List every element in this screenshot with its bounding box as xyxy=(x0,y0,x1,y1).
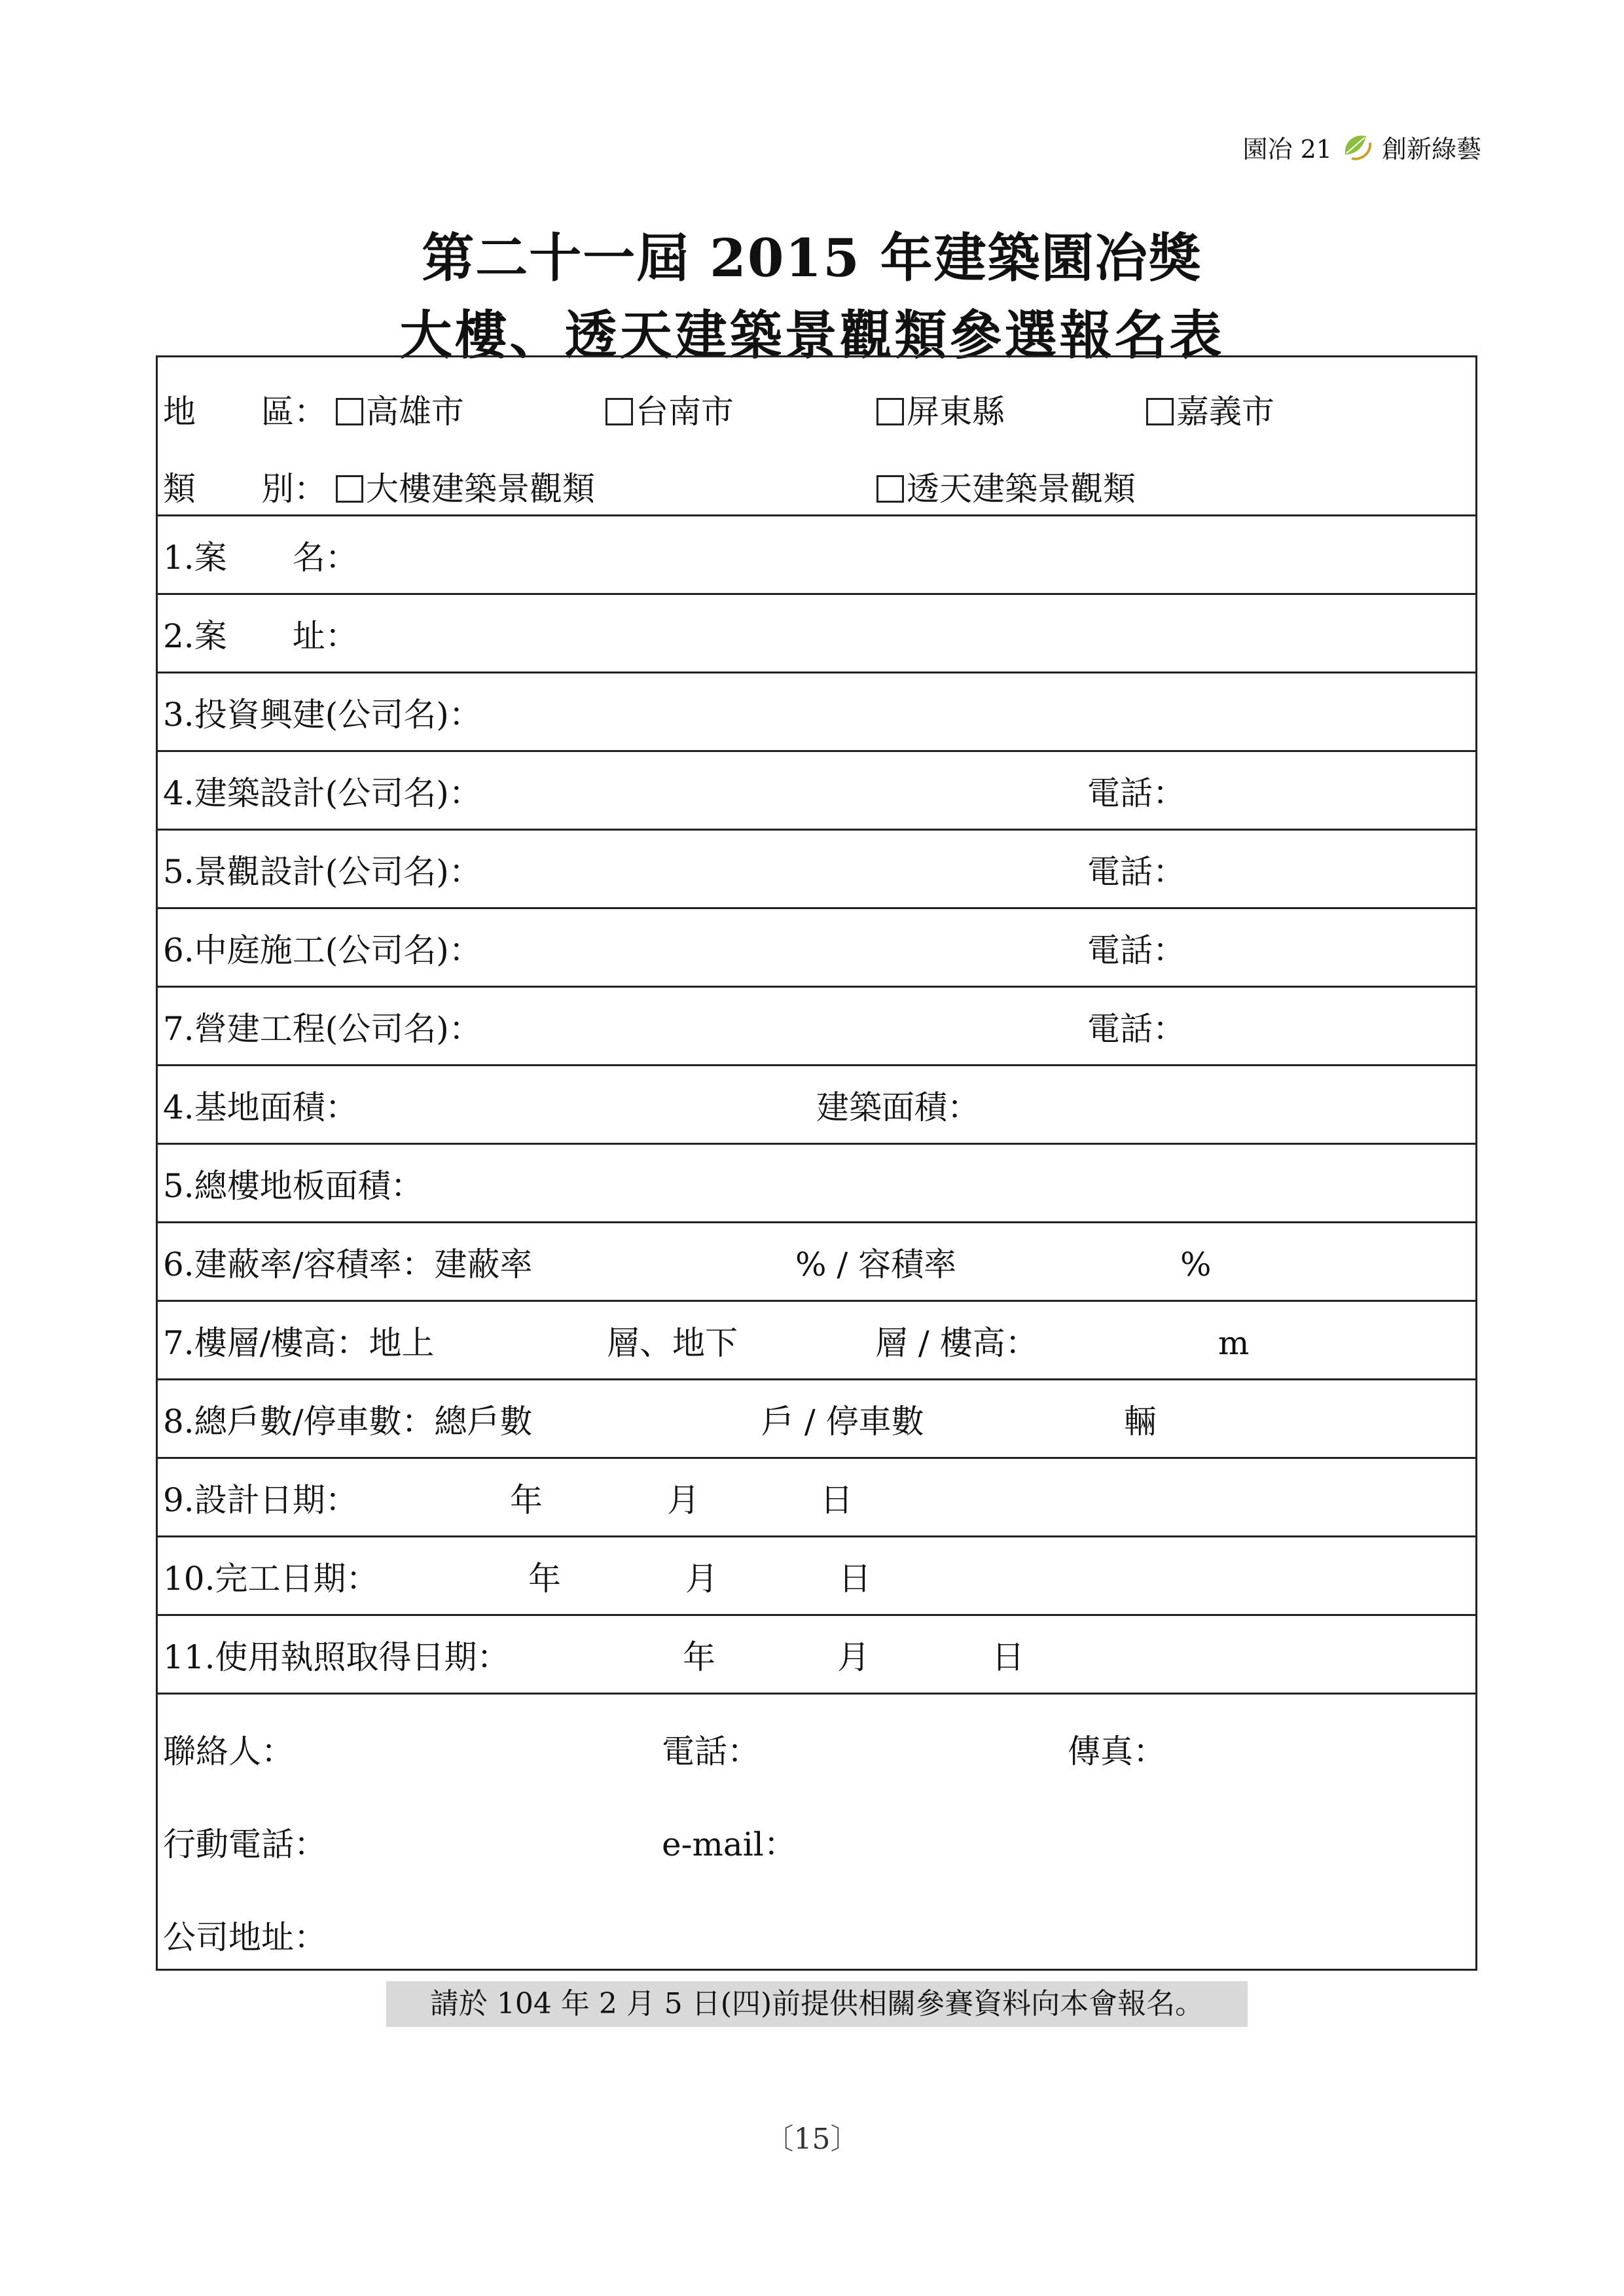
investor-label: 3.投資興建(公司名)： xyxy=(163,696,482,734)
contact-address-label: 公司地址： xyxy=(163,1918,327,1956)
units-end: 輛 xyxy=(1124,1403,1157,1441)
checkbox[interactable] xyxy=(336,398,363,425)
license-date-day: 日 xyxy=(992,1638,1024,1676)
floors-end: m xyxy=(1218,1324,1250,1362)
region-option-tainan[interactable]: 台南市 xyxy=(605,395,734,428)
units-mid: 戶 / 停車數 xyxy=(761,1403,924,1441)
contact-email-label: e-mail： xyxy=(662,1825,797,1863)
floors-row[interactable] xyxy=(158,1302,1475,1380)
deadline-note: 請於 104 年 2 月 5 日(四)前提供相關參賽資料向本會報名。 xyxy=(386,1981,1248,2027)
category-option-highrise[interactable]: 大樓建築景觀類 xyxy=(336,473,595,505)
contact-mobile-label: 行動電話： xyxy=(163,1825,327,1863)
case-address-row[interactable] xyxy=(158,595,1475,673)
landscape-design-row[interactable] xyxy=(158,831,1475,909)
ratio-label: 6.建蔽率/容積率：建蔽率 xyxy=(163,1246,533,1283)
landscape-design-phone-label: 電話： xyxy=(1087,853,1185,891)
units-row[interactable] xyxy=(158,1380,1475,1459)
category-label: 類 別： xyxy=(163,470,327,508)
case-name-row[interactable] xyxy=(158,516,1475,595)
landscape-design-label: 5.景觀設計(公司名)： xyxy=(163,853,482,891)
license-date-year: 年 xyxy=(683,1638,715,1676)
complete-date-label: 10.完工日期： xyxy=(163,1560,379,1598)
arch-design-row[interactable] xyxy=(158,752,1475,831)
total-floor-label: 5.總樓地板面積： xyxy=(163,1167,424,1205)
region-option-chiayi[interactable]: 嘉義市 xyxy=(1146,395,1274,428)
design-date-month: 月 xyxy=(667,1481,700,1519)
case-name-label: 1.案 名： xyxy=(163,539,358,577)
header-slogan: 創新綠藝 xyxy=(1381,134,1481,164)
design-date-day: 日 xyxy=(820,1481,853,1519)
page-header xyxy=(1243,128,1481,165)
complete-date-row[interactable] xyxy=(158,1537,1475,1616)
region-option-pingtung[interactable]: 屏東縣 xyxy=(876,395,1005,428)
contact-fax-label: 傳真： xyxy=(1068,1732,1166,1770)
registration-form xyxy=(156,355,1477,1971)
page-number: 〔15〕 xyxy=(765,2123,859,2156)
building-area-label: 建築面積： xyxy=(816,1088,980,1126)
design-date-label: 9.設計日期： xyxy=(163,1481,358,1519)
ratio-mid: % / 容積率 xyxy=(795,1246,957,1283)
floors-mid: 層、地下 xyxy=(607,1324,738,1362)
license-date-row[interactable] xyxy=(158,1616,1475,1695)
complete-date-year: 年 xyxy=(528,1560,561,1598)
checkbox[interactable] xyxy=(876,475,904,503)
region-label: 地 區： xyxy=(163,393,327,431)
checkbox[interactable] xyxy=(605,398,633,425)
category-option-townhouse[interactable]: 透天建築景觀類 xyxy=(876,473,1136,505)
complete-date-day: 日 xyxy=(839,1560,871,1598)
courtyard-label: 6.中庭施工(公司名)： xyxy=(163,931,482,969)
floors-label: 7.樓層/樓高：地上 xyxy=(163,1324,435,1362)
ratio-end: % xyxy=(1180,1246,1212,1283)
form-title: 第二十一屆 2015 年建築園冶獎 xyxy=(422,227,1202,289)
total-floor-row[interactable] xyxy=(158,1145,1475,1223)
area-row[interactable] xyxy=(158,1066,1475,1145)
courtyard-row[interactable] xyxy=(158,909,1475,988)
contact-phone-label: 電話： xyxy=(662,1732,760,1770)
construction-phone-label: 電話： xyxy=(1087,1010,1185,1048)
design-date-year: 年 xyxy=(510,1481,543,1519)
units-label: 8.總戶數/停車數：總戶數 xyxy=(163,1403,533,1441)
courtyard-phone-label: 電話： xyxy=(1087,931,1185,969)
contact-section xyxy=(158,1695,1475,1973)
checkbox[interactable] xyxy=(876,398,904,425)
construction-label: 7.營建工程(公司名)： xyxy=(163,1010,482,1048)
site-area-label: 4.基地面積： xyxy=(163,1088,358,1126)
region-category-row xyxy=(158,357,1475,516)
construction-row[interactable] xyxy=(158,988,1475,1066)
leaf-logo-icon xyxy=(1339,128,1375,165)
contact-person-label: 聯絡人： xyxy=(163,1732,294,1770)
header-brand: 園冶 21 xyxy=(1242,134,1332,164)
arch-design-phone-label: 電話： xyxy=(1087,774,1185,812)
case-address-label: 2.案 址： xyxy=(163,617,358,655)
form-subtitle: 大樓、透天建築景觀類參選報名表 xyxy=(399,304,1225,366)
ratio-row[interactable] xyxy=(158,1223,1475,1302)
design-date-row[interactable] xyxy=(158,1459,1475,1537)
checkbox[interactable] xyxy=(336,475,363,503)
checkbox[interactable] xyxy=(1146,398,1174,425)
arch-design-label: 4.建築設計(公司名)： xyxy=(163,774,482,812)
region-option-kaohsiung[interactable]: 高雄市 xyxy=(336,395,464,428)
complete-date-month: 月 xyxy=(685,1560,718,1598)
license-date-label: 11.使用執照取得日期： xyxy=(163,1638,510,1676)
floors-mid2: 層 / 樓高： xyxy=(875,1324,1038,1362)
investor-row[interactable] xyxy=(158,673,1475,752)
license-date-month: 月 xyxy=(837,1638,870,1676)
